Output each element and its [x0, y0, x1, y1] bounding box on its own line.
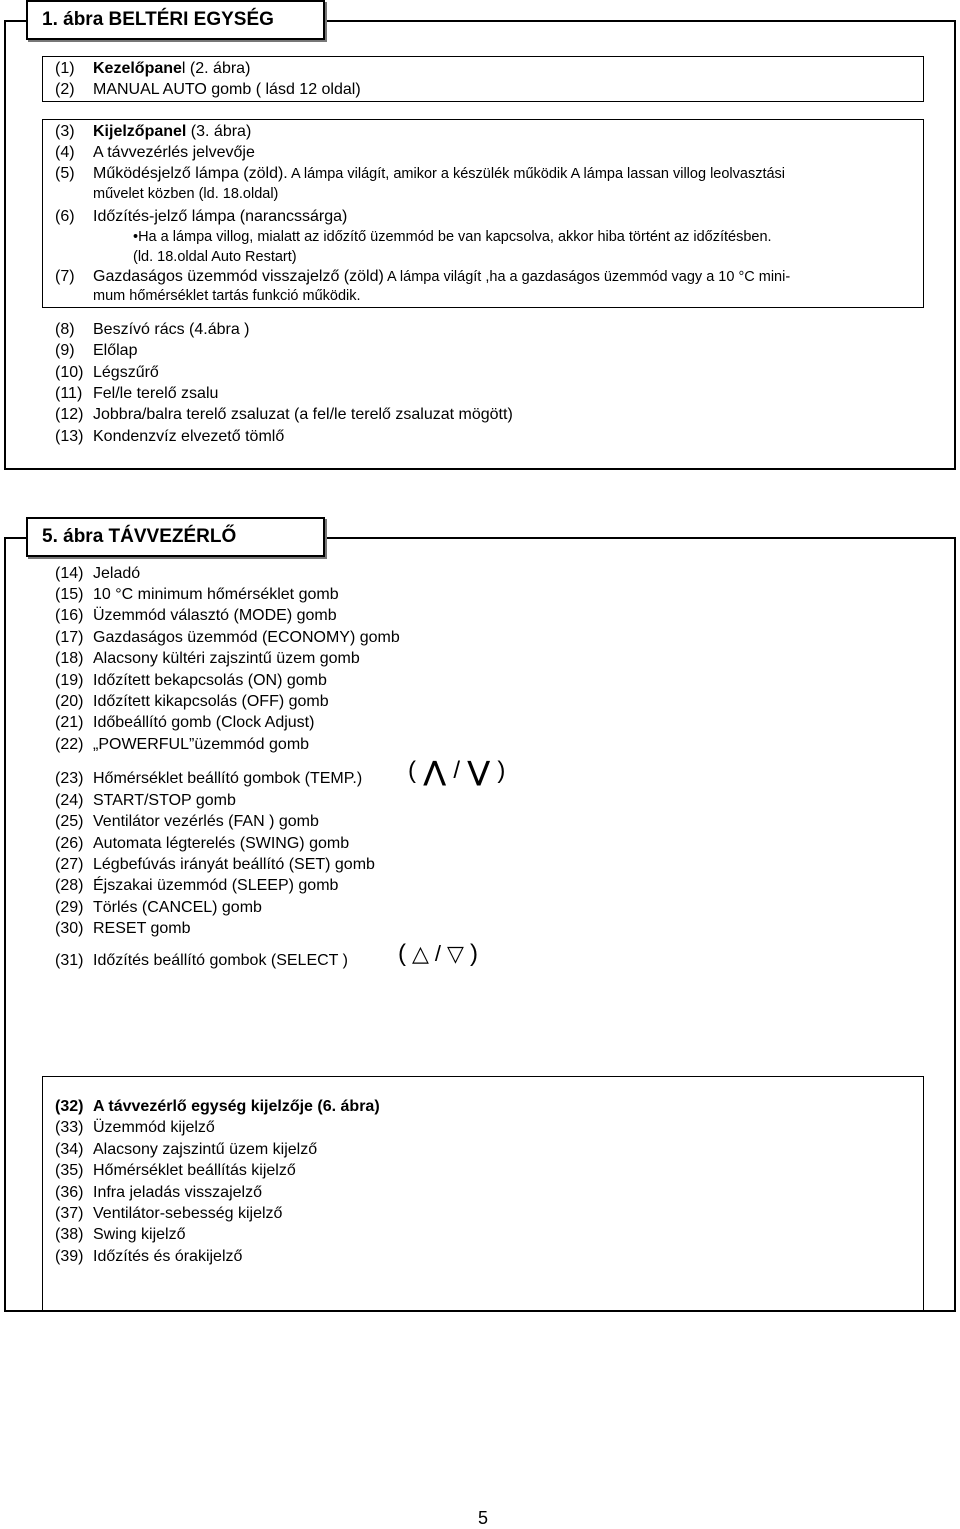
- list-item-34: (34) Alacsony zajszintű üzem kijelző: [55, 1141, 318, 1158]
- list-item-10: (10) Légszűrő: [55, 364, 159, 381]
- triangle-up-icon: △: [412, 941, 429, 966]
- list-item-35: (35) Hőmérséklet beállítás kijelző: [55, 1162, 296, 1179]
- paren-close-glyph: ): [469, 940, 478, 967]
- section1-title: [26, 0, 325, 40]
- list-item-6-note: •Ha a lámpa villog, mialatt az időzítő üzemmód be van kapcsolva, akkor hiba történt az időzítésben.: [133, 229, 772, 245]
- list-item-12: (12) Jobbra/balra terelő zsaluzat (a fel/le terelő zsaluzat mögött): [55, 406, 513, 423]
- temp-arrows-icon-group: [408, 756, 505, 786]
- slash-glyph: /: [434, 941, 442, 966]
- list-item-37: (37) Ventilátor-sebesség kijelző: [55, 1205, 283, 1222]
- slash-glyph: /: [453, 757, 460, 784]
- page-number: 5: [478, 1508, 489, 1528]
- paren-open-glyph: (: [398, 940, 406, 967]
- section5-title-text: 5. ábra TÁVVEZÉRLŐ: [42, 526, 237, 547]
- list-item-14: (14) Jeladó: [55, 565, 141, 582]
- list-item-19: (19) Időzített bekapcsolás (ON) gomb: [55, 672, 327, 689]
- list-item-5: (5) Működésjelző lámpa (zöld). A lámpa világít, amikor a készülék működik A lámpa lassan villog leolvasztási: [55, 165, 786, 182]
- list-item-11: (11) Fel/le terelő zsalu: [55, 385, 219, 402]
- list-item-33: (33) Üzemmód kijelző: [55, 1119, 215, 1136]
- list-item-24: (24) START/STOP gomb: [55, 792, 236, 809]
- list-item-7: (7) Gazdaságos üzemmód visszajelző (zöld) A lámpa világít ,ha a gazdaságos üzemmód vagy a 10 °C mini-: [55, 268, 791, 285]
- list-item-29: (29) Törlés (CANCEL) gomb: [55, 899, 262, 916]
- list-item-30: (30) RESET gomb: [55, 920, 191, 937]
- section5-title: [26, 517, 325, 557]
- paren-open-glyph: (: [408, 757, 416, 784]
- list-item-23: (23) Hőmérséklet beállító gombok (TEMP.): [55, 770, 363, 787]
- chevron-down-icon: ⋁: [468, 755, 490, 786]
- list-item-25: (25) Ventilátor vezérlés (FAN ) gomb: [55, 813, 319, 830]
- list-item-3: (3) Kijelzőpanel (3. ábra): [55, 123, 252, 140]
- paren-close-glyph: ): [497, 757, 506, 784]
- list-item-26: (26) Automata légterelés (SWING) gomb: [55, 835, 350, 852]
- list-item-16: (16) Üzemmód választó (MODE) gomb: [55, 607, 337, 624]
- list-item-4: (4) A távvezérlés jelvevője: [55, 144, 255, 161]
- list-item-27: (27) Légbefúvás irányát beállító (SET) gomb: [55, 856, 375, 873]
- list-item-32: (32) A távvezérlő egység kijelzője (6. ábra): [55, 1098, 380, 1115]
- list-item-22: (22) „POWERFUL”üzemmód gomb: [55, 736, 310, 753]
- list-item-7-cont: mum hőmérséklet tartás funkció működik.: [93, 288, 361, 304]
- list-item-28: (28) Éjszakai üzemmód (SLEEP) gomb: [55, 877, 339, 894]
- select-arrows-icon-group: [398, 939, 478, 969]
- list-item-31: (31) Időzítés beállító gombok (SELECT ): [55, 952, 348, 969]
- chevron-up-icon: ⋀: [424, 755, 446, 786]
- list-item-36: (36) Infra jeladás visszajelző: [55, 1184, 262, 1201]
- list-item-6: (6) Időzítés-jelző lámpa (narancssárga): [55, 208, 348, 225]
- list-item-9: (9) Előlap: [55, 342, 138, 359]
- list-item-38: (38) Swing kijelző: [55, 1226, 186, 1243]
- list-item-20: (20) Időzített kikapcsolás (OFF) gomb: [55, 693, 329, 710]
- list-item-13: (13) Kondenzvíz elvezető tömlő: [55, 428, 285, 445]
- section1-title-text: 1. ábra BELTÉRI EGYSÉG: [42, 9, 274, 30]
- list-item-39: (39) Időzítés és órakijelző: [55, 1248, 243, 1265]
- list-item-8: (8) Beszívó rács (4.ábra ): [55, 321, 250, 338]
- list-item-1: (1) Kezelőpanel (2. ábra): [55, 60, 251, 77]
- triangle-down-icon: ▽: [447, 941, 464, 966]
- list-item-17: (17) Gazdaságos üzemmód (ECONOMY) gomb: [55, 629, 400, 646]
- list-item-18: (18) Alacsony kültéri zajszintű üzem gomb: [55, 650, 360, 667]
- list-item-6-ref: (ld. 18.oldal Auto Restart): [133, 249, 297, 265]
- list-item-5-cont: művelet közben (ld. 18.oldal): [93, 186, 279, 202]
- list-item-15: (15) 10 °C minimum hőmérséklet gomb: [55, 586, 339, 603]
- list-item-21: (21) Időbeállító gomb (Clock Adjust): [55, 714, 315, 731]
- list-item-2: (2) MANUAL AUTO gomb ( lásd 12 oldal): [55, 81, 361, 98]
